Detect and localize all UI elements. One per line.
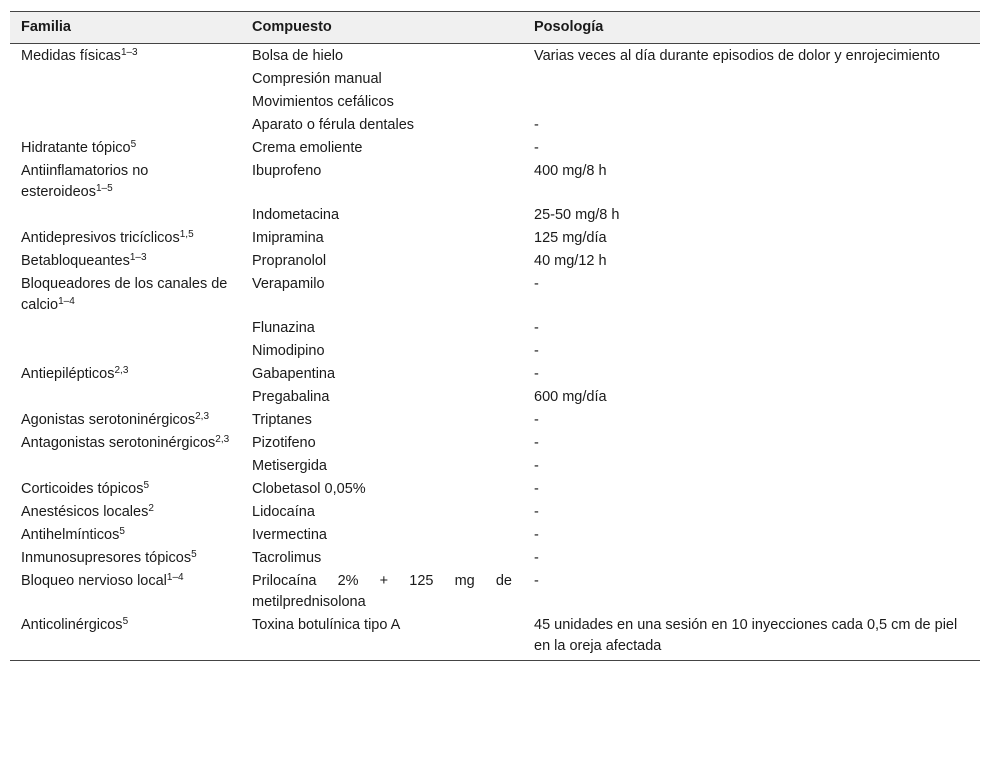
familia-text: Bloqueo nervioso local — [21, 573, 167, 589]
cell-posologia: - — [534, 366, 539, 382]
cell-familia — [10, 614, 241, 661]
cell-posologia: - — [534, 458, 539, 474]
cell-posologia: - — [534, 550, 539, 566]
cell-compuesto: Bolsa de hielo — [252, 48, 344, 64]
cell-posologia: Varias veces al día durante episodios de dolor y enrojecimiento — [534, 48, 940, 64]
cell-compuesto: Indometacina — [252, 207, 340, 223]
familia-text: Betabloqueantes — [21, 253, 130, 269]
cell-posologia: - — [534, 117, 539, 133]
table-row — [10, 68, 980, 91]
reference-superscript: 2,3 — [114, 365, 129, 376]
reference-superscript: 2 — [148, 503, 154, 514]
table-row — [10, 409, 980, 432]
cell-compuesto: Prilocaína 2% + 125 mg de metilprednisolona — [252, 573, 512, 610]
cell-posologia: - — [534, 435, 539, 451]
cell-familia — [10, 524, 241, 547]
cell-compuesto: Propranolol — [252, 253, 327, 269]
familia-text: Anestésicos locales — [21, 504, 149, 520]
cell-posologia — [523, 68, 980, 91]
cell-compuesto: Clobetasol 0,05% — [252, 481, 366, 497]
cell-compuesto: Pizotifeno — [252, 435, 316, 451]
cell-compuesto: Crema emoliente — [252, 140, 363, 156]
table-row — [10, 137, 980, 160]
reference-superscript: 2,3 — [195, 411, 210, 422]
cell-compuesto: Imipramina — [252, 230, 324, 246]
reference-superscript: 1–3 — [120, 47, 138, 58]
cell-familia — [10, 273, 241, 317]
cell-familia — [10, 432, 241, 455]
familia-text: Antagonistas serotoninérgicos — [21, 435, 216, 451]
familia-text: Medidas físicas — [21, 48, 121, 64]
table-container — [10, 11, 980, 661]
header-posologia: Posología — [523, 12, 980, 44]
cell-compuesto: Gabapentina — [252, 366, 336, 382]
table-row — [10, 273, 980, 317]
header-row — [10, 12, 980, 44]
familia-text: Corticoides tópicos — [21, 481, 144, 497]
cell-posologia: - — [534, 343, 539, 359]
reference-superscript: 5 — [143, 480, 150, 491]
cell-compuesto: Lidocaína — [252, 504, 315, 520]
cell-familia — [10, 570, 241, 614]
familia-text: Antidepresivos tricíclicos — [21, 230, 180, 246]
table-row — [10, 614, 980, 661]
familia-text: Bloqueadores de los canales de calcio — [21, 276, 228, 313]
cell-posologia: - — [534, 320, 539, 336]
header-familia: Familia — [10, 12, 241, 44]
cell-posologia: - — [534, 573, 539, 589]
cell-compuesto: Ibuprofeno — [252, 163, 322, 179]
cell-familia — [10, 68, 241, 91]
cell-posologia: 400 mg/8 h — [534, 163, 607, 179]
cell-familia — [10, 501, 241, 524]
cell-familia — [10, 137, 241, 160]
table-row — [10, 160, 980, 204]
cell-posologia: - — [534, 276, 539, 292]
table-row — [10, 227, 980, 250]
cell-familia — [10, 44, 241, 69]
cell-posologia: 125 mg/día — [534, 230, 607, 246]
cell-posologia: 40 mg/12 h — [534, 253, 607, 269]
reference-superscript: 1–3 — [129, 252, 147, 263]
table-row — [10, 386, 980, 409]
familia-text: Hidratante tópico — [21, 140, 131, 156]
cell-compuesto: Toxina botulínica tipo A — [241, 614, 523, 661]
cell-familia — [10, 250, 241, 273]
table-row — [10, 114, 980, 137]
table-row — [10, 250, 980, 273]
cell-familia — [10, 160, 241, 204]
familia-text: Anticolinérgicos — [21, 617, 123, 633]
table-row — [10, 455, 980, 478]
table-row — [10, 524, 980, 547]
table-body — [10, 44, 980, 661]
cell-familia — [10, 340, 241, 363]
cell-compuesto: Compresión manual — [252, 71, 382, 87]
header-compuesto: Compuesto — [241, 12, 523, 44]
cell-compuesto: Metisergida — [252, 458, 327, 474]
table-row — [10, 501, 980, 524]
table-row — [10, 44, 980, 69]
cell-posologia: - — [534, 481, 539, 497]
cell-familia — [10, 227, 241, 250]
familia-text: Agonistas serotoninérgicos — [21, 412, 196, 428]
familia-text: Antihelmínticos — [21, 527, 120, 543]
reference-superscript: 5 — [122, 616, 129, 627]
cell-familia — [10, 547, 241, 570]
cell-familia — [10, 478, 241, 501]
cell-posologia: - — [534, 412, 539, 428]
cell-compuesto: Triptanes — [252, 412, 312, 428]
cell-familia — [10, 455, 241, 478]
table-row — [10, 204, 980, 227]
reference-superscript: 1,5 — [179, 229, 194, 240]
cell-compuesto: Pregabalina — [252, 389, 330, 405]
table-row — [10, 91, 980, 114]
cell-compuesto: Tacrolimus — [252, 550, 322, 566]
cell-familia — [10, 386, 241, 409]
reference-superscript: 1–4 — [166, 572, 184, 583]
treatment-table — [10, 11, 980, 661]
cell-familia — [10, 363, 241, 386]
cell-compuesto: Movimientos cefálicos — [252, 94, 394, 110]
cell-posologia: 25-50 mg/8 h — [534, 207, 620, 223]
cell-familia — [10, 204, 241, 227]
cell-posologia: 600 mg/día — [534, 389, 607, 405]
table-row — [10, 432, 980, 455]
familia-text: Antiepilépticos — [21, 366, 115, 382]
cell-posologia: 45 unidades en una sesión en 10 inyecciones cada 0,5 cm de piel en la oreja afectada — [523, 614, 980, 661]
familia-text: Antiinflamatorios no esteroideos — [21, 163, 149, 200]
reference-superscript: 5 — [130, 139, 137, 150]
table-row — [10, 570, 980, 614]
cell-compuesto: Nimodipino — [252, 343, 325, 359]
cell-compuesto: Aparato o férula dentales — [252, 117, 415, 133]
cell-posologia: - — [534, 527, 539, 543]
table-row — [10, 317, 980, 340]
table-row — [10, 340, 980, 363]
cell-posologia — [523, 91, 980, 114]
table-row — [10, 547, 980, 570]
cell-posologia: - — [534, 504, 539, 520]
cell-posologia: - — [534, 140, 539, 156]
cell-familia — [10, 91, 241, 114]
table-row — [10, 478, 980, 501]
cell-compuesto: Verapamilo — [252, 276, 325, 292]
cell-familia — [10, 114, 241, 137]
cell-compuesto: Flunazina — [252, 320, 315, 336]
reference-superscript: 5 — [119, 526, 125, 537]
cell-compuesto: Ivermectina — [252, 527, 327, 543]
cell-familia — [10, 409, 241, 432]
reference-superscript: 2,3 — [215, 434, 230, 445]
reference-superscript: 1–5 — [95, 183, 113, 194]
table-row — [10, 363, 980, 386]
reference-superscript: 1–4 — [58, 296, 75, 307]
cell-familia — [10, 317, 241, 340]
table-header — [10, 12, 980, 44]
reference-superscript: 5 — [191, 549, 197, 560]
familia-text: Inmunosupresores tópicos — [21, 550, 192, 566]
